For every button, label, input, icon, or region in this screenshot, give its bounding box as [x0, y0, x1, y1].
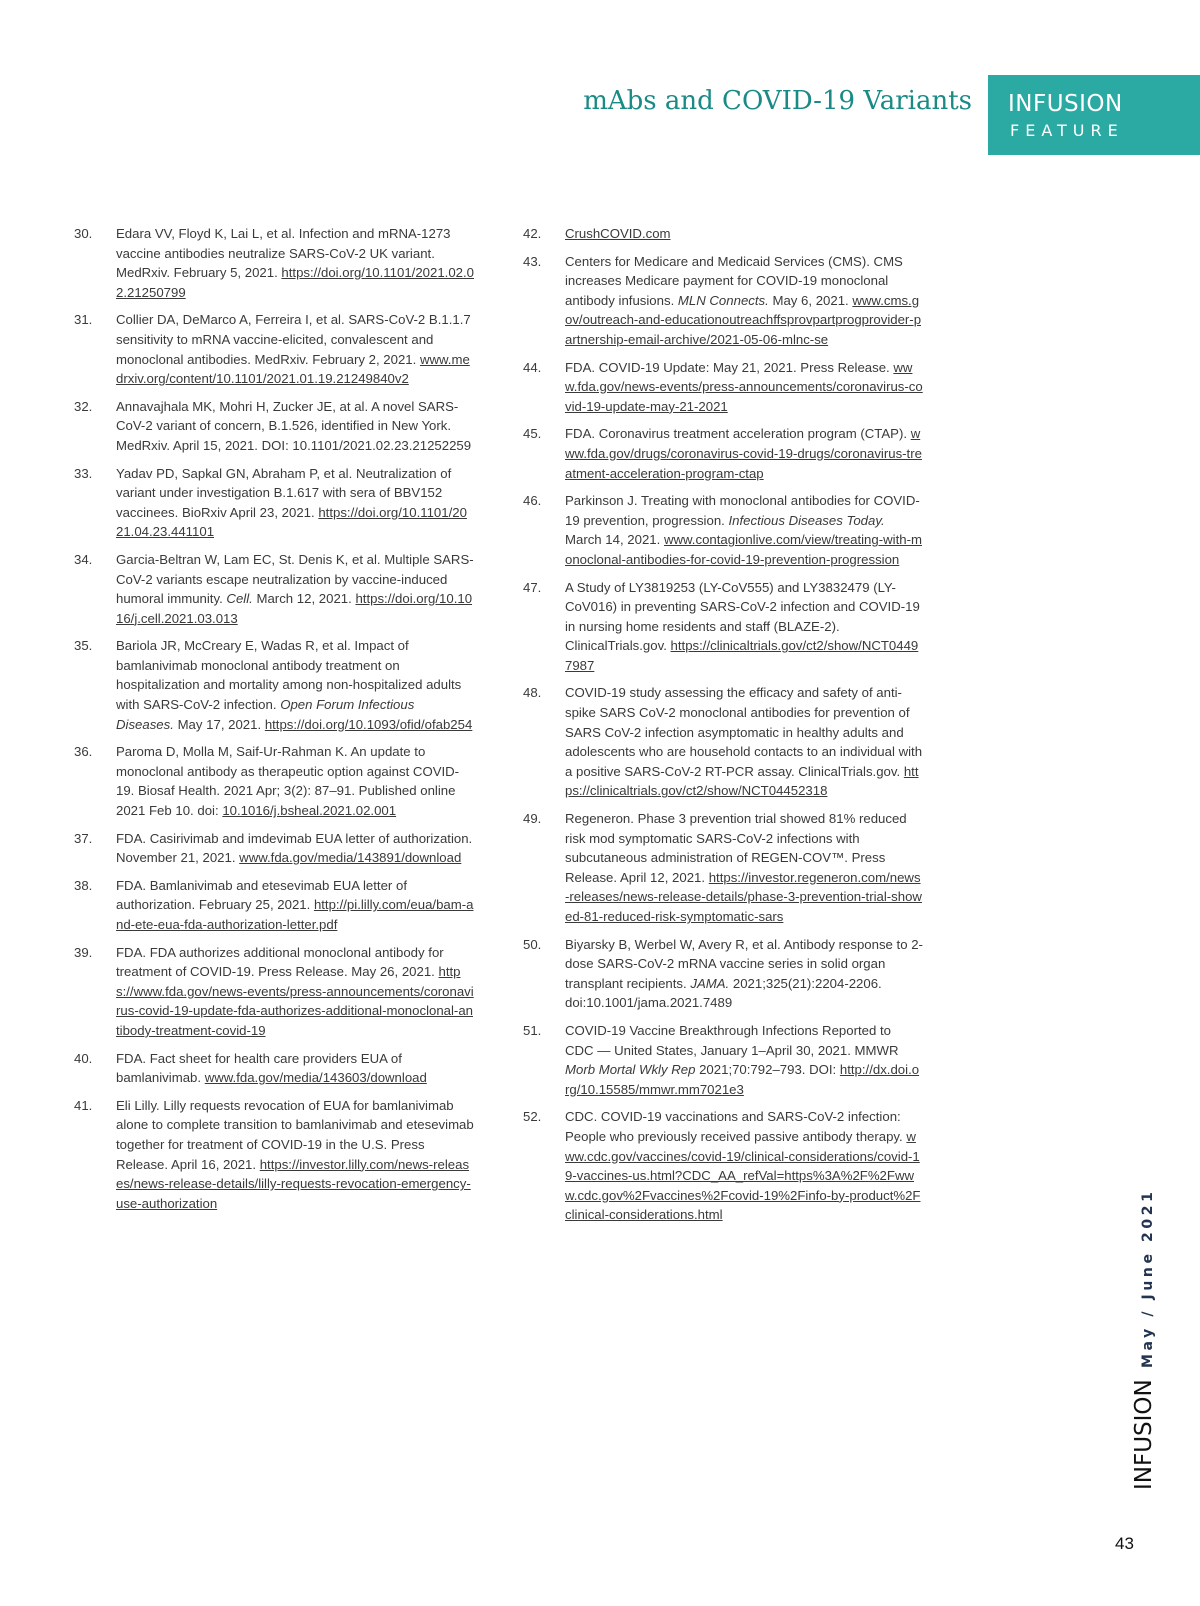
- reference-text: [116, 550, 474, 628]
- reference-text: [565, 809, 923, 927]
- reference-link[interactable]: https://doi.org/10.1101/2021.04.23.441101: [116, 504, 467, 540]
- reference-number: 38.: [74, 877, 93, 893]
- reference-number: 39.: [74, 944, 93, 960]
- reference-journal: JAMA.: [690, 975, 730, 991]
- reference-text: [116, 1096, 474, 1214]
- issue-date: May / June 2021: [1140, 1188, 1156, 1368]
- page-title: mAbs and COVID-19 Variants: [583, 86, 972, 116]
- reference-segment: FDA. Fact sheet for health care providers EUA of bamlanivimab.: [116, 1050, 402, 1086]
- reference-item: [523, 1107, 923, 1225]
- reference-segment: Edara VV, Floyd K, Lai L, et al. Infection and mRNA-1273 vaccine antibodies neutralize SARS-CoV-2 UK variant. MedRxiv. February 5, 2021.: [116, 226, 451, 281]
- reference-item: [523, 809, 923, 927]
- reference-item: [523, 424, 923, 483]
- reference-link[interactable]: www.fda.gov/news-events/press-announcements/coronavirus-covid-19-update-may-21-2021: [565, 359, 923, 414]
- reference-item: [74, 310, 474, 388]
- reference-number: 50.: [523, 936, 542, 952]
- reference-link[interactable]: http://dx.doi.org/10.15585/mmwr.mm7021e3: [565, 1062, 920, 1097]
- reference-journal: Cell.: [226, 591, 253, 607]
- reference-link[interactable]: https://doi.org/10.1101/2021.02.02.21250799: [116, 265, 474, 300]
- reference-segment: Paroma D, Molla M, Saif-Ur-Rahman K. An update to monoclonal antibody as therapeutic option against COVID-19. Biosaf Health. 2021 Apr; 3(2): 87–91. Published online 2021 Feb 10. doi:: [116, 744, 460, 819]
- reference-text: [116, 224, 474, 302]
- reference-number: 34.: [74, 551, 93, 567]
- reference-link[interactable]: www.medrxiv.org/content/10.1101/2021.01.19.21249840v2: [116, 351, 470, 387]
- reference-number: 32.: [74, 398, 93, 414]
- reference-segment: FDA. COVID-19 Update: May 21, 2021. Press Release.: [565, 359, 894, 375]
- reference-segment: FDA. Coronavirus treatment acceleration program (CTAP).: [565, 426, 911, 442]
- reference-item: [74, 636, 474, 734]
- reference-number: 35.: [74, 638, 93, 654]
- reference-segment: Collier DA, DeMarco A, Ferreira I, et al. SARS-CoV-2 B.1.1.7 sensitivity to mRNA vaccine-elicited, convalescent and monoclonal antibodies. MedRxiv. February 2, 2021.: [116, 312, 471, 367]
- reference-segment: FDA. Casirivimab and imdevimab EUA letter of authorization. November 21, 2021.: [116, 830, 473, 866]
- reference-number: 33.: [74, 465, 93, 481]
- reference-text: [116, 742, 474, 820]
- reference-link[interactable]: https://investor.regeneron.com/news-releases/news-release-details/phase-3-prevention-trial-showed-81-reduced-risk-symptomatic-sars: [565, 869, 922, 924]
- reference-text: [565, 1021, 923, 1099]
- reference-number: 48.: [523, 685, 542, 701]
- references-column-left: [74, 224, 474, 1221]
- reference-segment: May 6, 2021.: [768, 292, 853, 308]
- reference-segment: COVID-19 study assessing the efficacy and safety of anti-spike SARS CoV-2 monoclonal antibodies for prevention of SARS CoV-2 infection asymptomatic in healthy adults and adolescents who are household contacts to an individual with a positive SARS-CoV-2 RT-PCR assay. ClinicalTrials.gov.: [565, 685, 923, 779]
- reference-item: [74, 464, 474, 542]
- reference-segment: COVID-19 Vaccine Breakthrough Infections Reported to CDC — United States, January 1–April 30, 2021. MMWR: [565, 1022, 899, 1058]
- reference-text: [565, 935, 923, 1013]
- reference-item: [523, 224, 923, 244]
- reference-link[interactable]: www.contagionlive.com/view/treating-with-monoclonal-antibodies-for-covid-19-prevention-progression: [565, 532, 922, 567]
- reference-number: 49.: [523, 811, 542, 827]
- brand-logo: INFUSION: [1008, 91, 1123, 117]
- reference-link[interactable]: www.cms.gov/outreach-and-educationoutreachffsprovpartprogprovider-partnership-email-archive/2021-05-06-mlnc-se: [565, 292, 922, 347]
- reference-link[interactable]: https://investor.lilly.com/news-releases/news-release-details/lilly-requests-revocation-emergency-use-authorization: [116, 1156, 471, 1211]
- reference-segment: 2021;325(21):2204-2206. doi:10.1001/jama.2021.7489: [565, 975, 882, 1011]
- reference-number: 42.: [523, 226, 542, 241]
- reference-item: [74, 397, 474, 456]
- reference-segment: 2021;70:792–793. DOI:: [695, 1062, 840, 1078]
- reference-segment: Annavajhala MK, Mohri H, Zucker JE, at al. A novel SARS-CoV-2 variant of concern, B.1.526, identified in New York. MedRxiv. April 15, 2021. DOI: 10.1101/2021.02.23.21252259: [116, 398, 472, 453]
- reference-segment: Regeneron. Phase 3 prevention trial showed 81% reduced risk mod symptomatic SARS-CoV-2 infections with subcutaneous administration of REGEN-COV™. Press Release. April 12, 2021.: [565, 811, 907, 885]
- reference-text: [565, 491, 923, 569]
- reference-number: 43.: [523, 253, 542, 269]
- page-number: 43: [1115, 1534, 1134, 1553]
- reference-item: [74, 1096, 474, 1214]
- reference-link[interactable]: www.fda.gov/media/143891/download: [239, 850, 462, 866]
- reference-text: [116, 876, 474, 935]
- reference-journal: MLN Connects.: [677, 292, 769, 308]
- reference-segment: CDC. COVID-19 vaccinations and SARS-CoV-2 infection: People who previously received passive antibody therapy.: [565, 1109, 907, 1144]
- reference-number: 51.: [523, 1022, 542, 1038]
- reference-link[interactable]: www.fda.gov/drugs/coronavirus-covid-19-drugs/coronavirus-treatment-acceleration-program-ctap: [565, 426, 922, 481]
- reference-item: [523, 358, 923, 417]
- reference-segment: March 12, 2021.: [252, 591, 356, 607]
- reference-segment: Centers for Medicare and Medicaid Services (CMS). CMS increases Medicare payment for COVID-19 monoclonal antibody infusions.: [565, 253, 903, 308]
- reference-number: 36.: [74, 744, 93, 760]
- reference-number: 44.: [523, 359, 542, 375]
- reference-number: 41.: [74, 1097, 93, 1113]
- reference-item: [523, 578, 923, 676]
- reference-link[interactable]: CrushCOVID.com: [565, 226, 671, 241]
- reference-segment: May 17, 2021.: [173, 716, 265, 732]
- reference-segment: Eli Lilly. Lilly requests revocation of EUA for bamlanivimab alone to complete transition to bamlanivimab and etesevimab together for treatment of COVID-19 in the U.S. Press Release. April 16, 2021.: [116, 1097, 474, 1172]
- reference-segment: Bariola JR, McCreary E, Wadas R, et al. Impact of bamlanivimab monoclonal antibody treatment on hospitalization and mortality among non-hospitalized adults with SARS-CoV-2 infection.: [116, 638, 462, 713]
- reference-segment: Biyarsky B, Werbel W, Avery R, et al. Antibody response to 2-dose SARS-CoV-2 mRNA vaccine series in solid organ transplant recipients.: [565, 936, 923, 991]
- reference-number: 46.: [523, 493, 542, 509]
- reference-number: 31.: [74, 312, 93, 328]
- reference-text: [565, 224, 923, 244]
- reference-item: [523, 935, 923, 1013]
- reference-link[interactable]: https://clinicaltrials.gov/ct2/show/NCT04497987: [565, 638, 919, 673]
- reference-item: [74, 1049, 474, 1088]
- reference-text: [565, 578, 923, 676]
- reference-link[interactable]: www.cdc.gov/vaccines/covid-19/clinical-considerations/covid-19-vaccines-us.html?CDC_AA_refVal=https%3A%2F%2Fwww.cdc.gov%2Fvaccines%2Fcovid-19%2Finfo-by-product%2Fclinical-considerations.html: [565, 1128, 921, 1223]
- reference-text: [116, 636, 474, 734]
- reference-link[interactable]: https://doi.org/10.1093/ofid/ofab254: [264, 716, 473, 732]
- reference-item: [523, 491, 923, 569]
- reference-text: [116, 829, 474, 868]
- reference-number: 40.: [74, 1050, 93, 1066]
- reference-link[interactable]: http://pi.lilly.com/eua/bam-and-ete-eua-fda-authorization-letter.pdf: [116, 897, 474, 932]
- reference-item: [523, 683, 923, 801]
- reference-segment: FDA. Bamlanivimab and etesevimab EUA letter of authorization. February 25, 2021.: [116, 877, 407, 913]
- reference-text: [116, 464, 474, 542]
- reference-item: [74, 876, 474, 935]
- brand-banner: [988, 75, 1200, 155]
- reference-journal: Morb Mortal Wkly Rep: [565, 1062, 696, 1078]
- reference-item: [74, 550, 474, 628]
- reference-item: [523, 252, 923, 350]
- reference-item: [74, 742, 474, 820]
- reference-link[interactable]: https://doi.org/10.1016/j.cell.2021.03.013: [116, 591, 473, 626]
- reference-link[interactable]: www.fda.gov/media/143603/download: [204, 1070, 427, 1086]
- reference-item: [74, 224, 474, 302]
- reference-text: [565, 683, 923, 801]
- reference-segment: Yadav PD, Sapkal GN, Abraham P, et al. Neutralization of variant under investigation B.1.617 with sera of BBV152 vaccinees. BioRxiv April 23, 2021.: [116, 465, 452, 520]
- reference-number: 52.: [523, 1109, 542, 1125]
- reference-text: [116, 1049, 474, 1088]
- reference-text: [565, 252, 923, 350]
- reference-journal: Open Forum Infectious Diseases.: [116, 697, 415, 732]
- references-column-right: [523, 224, 923, 1233]
- section-label: FEATURE: [1010, 121, 1124, 140]
- reference-segment: A Study of LY3819253 (LY-CoV555) and LY3832479 (LY-CoV016) in preventing SARS-CoV-2 infection and COVID-19 in nursing home residents and staff (BLAZE-2). ClinicalTrials.gov.: [565, 579, 920, 654]
- footer-logo: INFUSION: [1131, 1379, 1157, 1490]
- reference-text: [116, 943, 474, 1041]
- reference-text: [565, 1107, 923, 1225]
- reference-text: [565, 424, 923, 483]
- reference-link[interactable]: https://clinicaltrials.gov/ct2/show/NCT04452318: [565, 763, 919, 799]
- reference-segment: FDA. FDA authorizes additional monoclonal antibody for treatment of COVID-19. Press Release. May 26, 2021.: [116, 944, 444, 980]
- reference-number: 47.: [523, 579, 542, 595]
- reference-text: [565, 358, 923, 417]
- reference-segment: Garcia-Beltran W, Lam EC, St. Denis K, et al. Multiple SARS-CoV-2 variants escape neutralization by vaccine-induced humoral immunity.: [116, 551, 474, 607]
- reference-number: 30.: [74, 226, 93, 241]
- reference-text: [116, 310, 474, 388]
- reference-item: [74, 829, 474, 868]
- reference-segment: March 14, 2021.: [565, 532, 664, 548]
- reference-item: [74, 943, 474, 1041]
- reference-segment: Parkinson J. Treating with monoclonal antibodies for COVID-19 prevention, progression.: [565, 493, 920, 528]
- reference-link[interactable]: 10.1016/j.bsheal.2021.02.001: [222, 803, 397, 819]
- reference-journal: Infectious Diseases Today.: [728, 512, 885, 528]
- reference-text: [116, 397, 474, 456]
- reference-number: 37.: [74, 830, 93, 846]
- reference-item: [523, 1021, 923, 1099]
- reference-number: 45.: [523, 426, 542, 442]
- reference-link[interactable]: https://www.fda.gov/news-events/press-announcements/coronavirus-covid-19-update-fda-authorizes-additional-monoclonal-antibody-treatment-covid-19: [116, 964, 474, 1038]
